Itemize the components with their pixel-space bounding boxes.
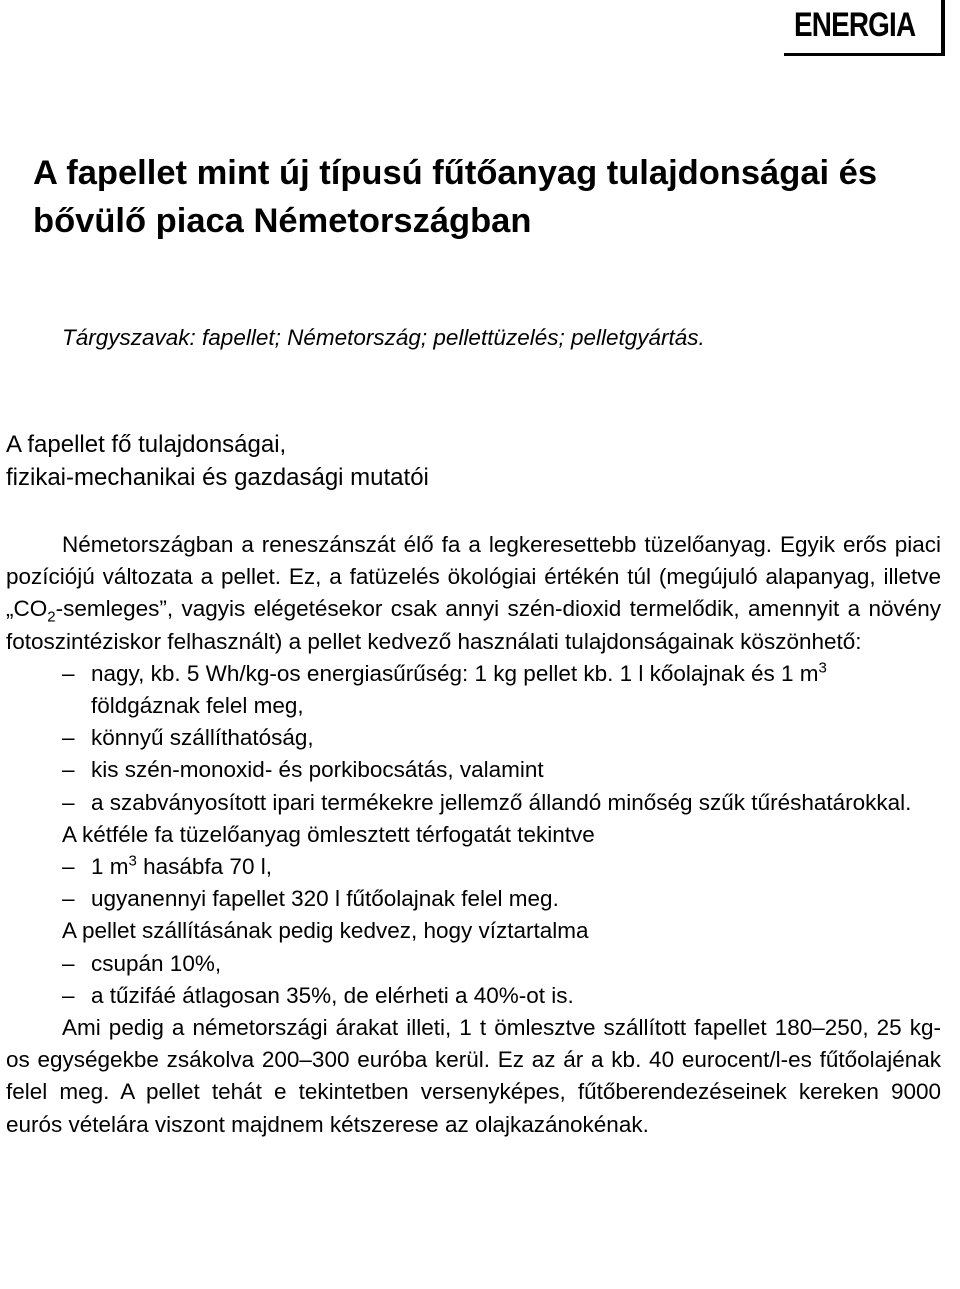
cubic-superscript: 3	[818, 659, 827, 677]
paragraph-volume: A kétféle fa tüzelőanyag ömlesztett térfogatát tekintve	[62, 821, 595, 847]
list-item-text: hasábfa 70 l,	[136, 854, 272, 880]
co2-subscript: 2	[47, 608, 56, 626]
dash-bullet: –	[62, 660, 75, 686]
list-item-text: csupán 10%,	[91, 950, 222, 976]
section-header-box	[784, 0, 945, 56]
dash-bullet: –	[62, 725, 75, 751]
section-heading-line-1: A fapellet fő tulajdonságai,	[6, 431, 287, 458]
list-item	[6, 883, 941, 915]
list-item	[6, 851, 941, 883]
keywords-line: Tárgyszavak: fapellet; Németország; pellettüzelés; pelletgyártás.	[62, 325, 705, 350]
list-item	[6, 787, 941, 819]
section-header-label: ENERGIA	[794, 6, 916, 44]
paragraph-intro-text-a: Németországban a reneszánszát élő fa a legkeresettebb tüzelőanyag. Egyik erős piaci pozíciójú változata a pellet. Ez, a fatüzelés ökológiai értékén túl (megújuló alapanyag, illetve „CO	[6, 532, 941, 622]
article-body	[6, 529, 941, 1141]
cubic-superscript: 3	[128, 852, 137, 870]
list-item-text: a szabványosított ipari termékekre jellemző állandó minőség szűk tűréshatárokkal.	[91, 789, 912, 815]
list-item-text: földgáznak felel meg,	[91, 693, 304, 719]
list-item	[6, 722, 941, 754]
list-item-text: könnyű szállíthatóság,	[91, 725, 314, 751]
dash-bullet: –	[62, 950, 75, 976]
dash-bullet: –	[62, 757, 75, 783]
article-title: A fapellet mint új típusú fűtőanyag tulajdonságai és bővülő piaca Németországban	[33, 154, 878, 240]
section-heading	[6, 428, 429, 494]
section-heading-line-2: fizikai-mechanikai és gazdasági mutatói	[6, 464, 429, 491]
list-item-text: 1 m	[91, 854, 129, 880]
paragraph-prices: Ami pedig a németországi árakat illeti, 1 t ömlesztve szállított fapellet 180–250, 25 kg-os egységekbe zsákolva 200–300 euróba kerül. Ez az ár a kb. 40 eurocent/l-es fűtőolajénak felel meg. A pellet tehát e tekintetben versenyképes, fűtőberendezéseinek kereken 9000 eurós vételára viszont majdnem kétszerese az olajkazánokénak.	[6, 1015, 941, 1137]
list-item-text: a tűzifáé átlagosan 35%, de elérheti a 40%-ot is.	[91, 982, 574, 1008]
list-item-text: kis szén-monoxid- és porkibocsátás, valamint	[91, 757, 544, 783]
paragraph-intro	[6, 529, 941, 658]
list-item	[6, 948, 941, 980]
list-item	[6, 980, 941, 1012]
dash-bullet: –	[62, 854, 75, 880]
list-item-text: nagy, kb. 5 Wh/kg-os energiasűrűség: 1 kg pellet kb. 1 l kőolajnak és 1 m	[91, 660, 819, 686]
dash-bullet: –	[62, 982, 75, 1008]
list-item	[6, 754, 941, 786]
list-item	[6, 658, 941, 722]
list-item-text: ugyanennyi fapellet 320 l fűtőolajnak felel meg.	[91, 886, 559, 912]
paragraph-transport: A pellet szállításának pedig kedvez, hogy víztartalma	[62, 918, 589, 944]
dash-bullet: –	[62, 886, 75, 912]
dash-bullet: –	[62, 789, 75, 815]
paragraph-intro-text-b: -semleges”, vagyis elégetésekor csak annyi szén-dioxid termelődik, amennyit a növény fotoszintéziskor felhasznált) a pellet kedvező használati tulajdonságainak köszönhető:	[6, 596, 941, 654]
